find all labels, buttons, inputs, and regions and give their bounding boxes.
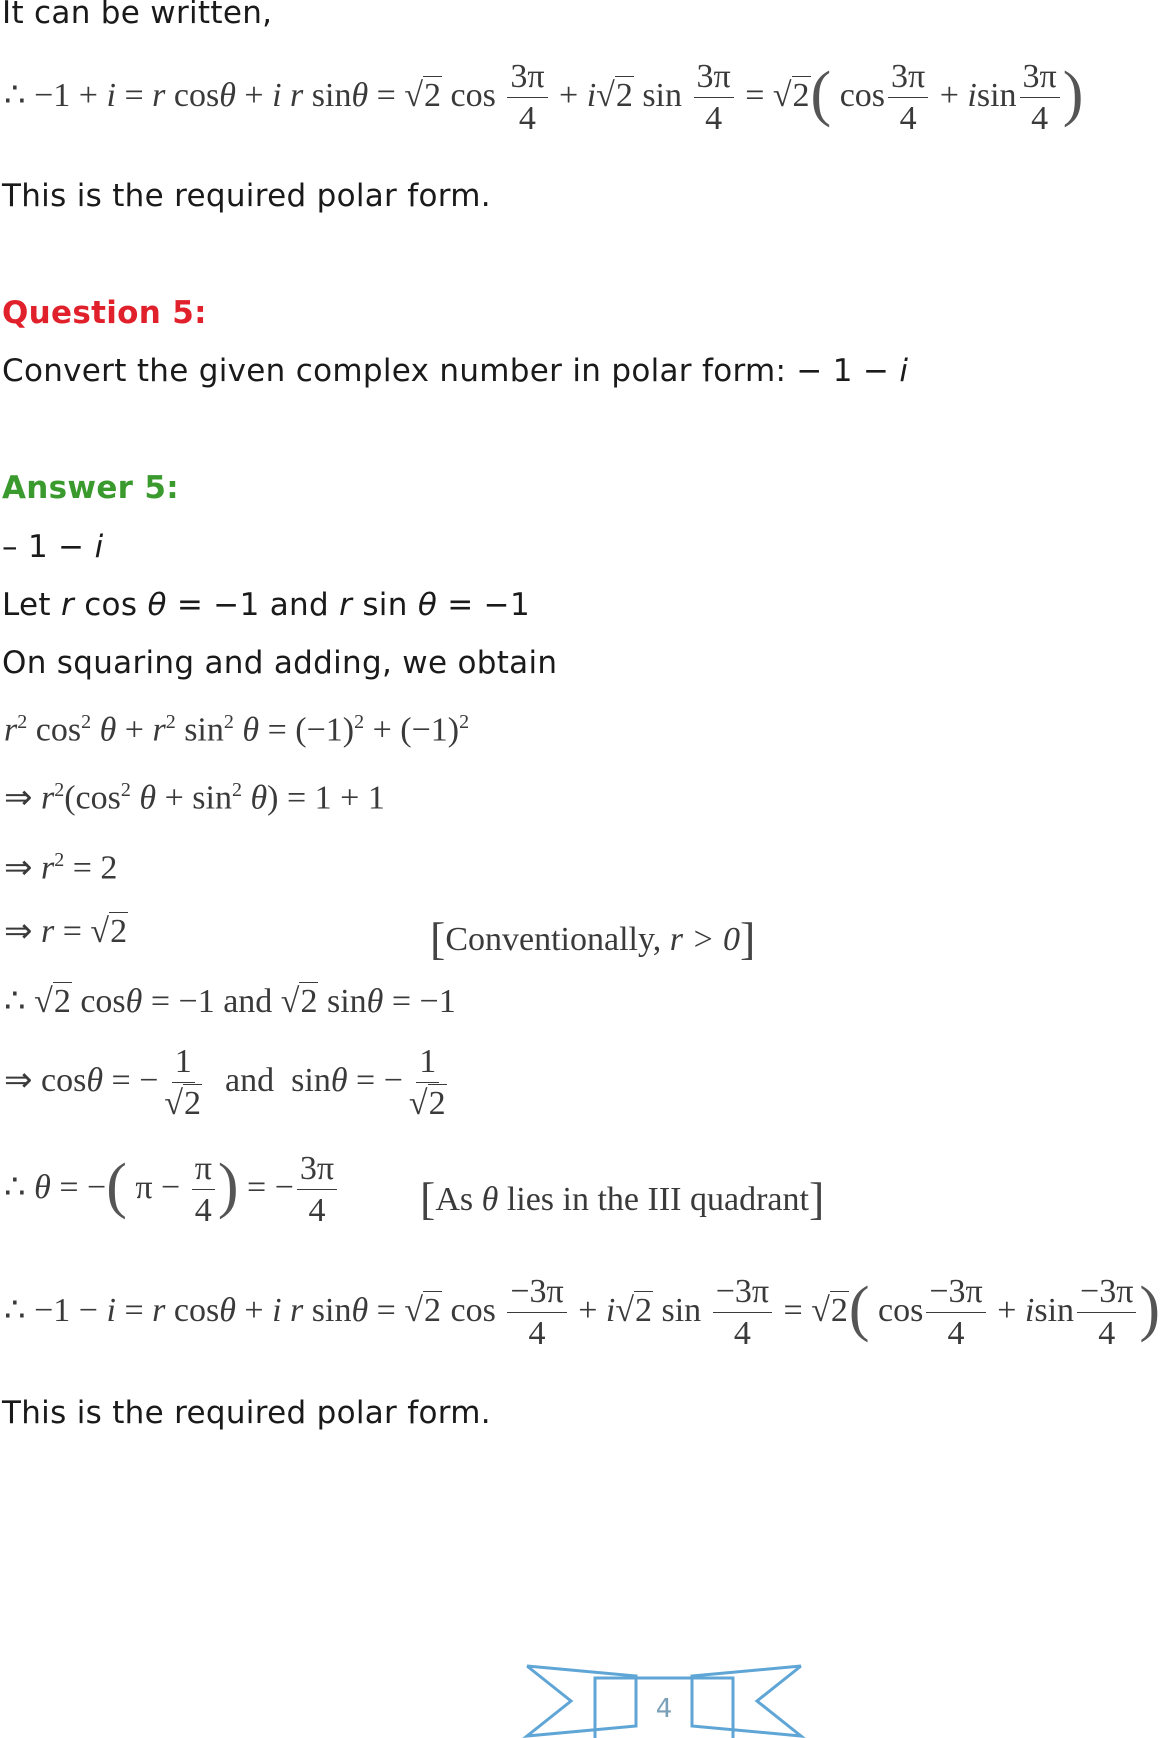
question-heading: Question 5: [2,295,207,331]
equation-cos-sin: ∴ √2 cosθ = −1 and √2 sinθ = −1 [4,983,456,1020]
equation-square-sum: $r^2$ $\cos^2 \theta + r^2$ $\sin^2 \theta = (-1)^2 + (-1)^2$ [4,711,470,749]
note-quadrant: [As θ lies in the III quadrant] [420,1173,825,1224]
equation-theta: ∴ θ = −( π − $\frac{\pi}{4}$ ) = − $\frac{3\pi}{4}$ [4,1152,340,1228]
answer-heading: Answer 5: [2,470,179,506]
page-footer [523,1664,805,1738]
intro-text: It can be written, [2,0,273,31]
closing-text: This is the required polar form. [2,1395,491,1431]
closing-text-prev: This is the required polar form. [2,178,491,214]
answer-expression: – 1 − i [2,529,104,565]
page-number: 4 [655,1694,673,1724]
equation-r-squared: ⇒ $r^2 = 2$ [4,849,118,887]
equation-polar-prev: ∴ −1 + i = r cosθ + i r sinθ = √2 cos $\frac{3\pi}{4}$ + i√2 sin $\frac{3\pi}{4}$ = √2( cos $\frac{3\pi}{4}$ + isin $\frac{3\pi}{4}$ ) [4,58,1084,137]
equation-r: ⇒ r = √2 [4,913,128,950]
equation-cos-sin-values: ⇒ cosθ = − $\frac{1}{√2}$ and sinθ = − $\frac{1}{√2}$ [4,1043,446,1122]
question-text: Convert the given complex number in polar form: − 1 − i [2,353,909,389]
let-statement: Let r cos θ = −1 and r sin θ = −1 [2,587,530,623]
squaring-text: On squaring and adding, we obtain [2,645,558,681]
note-conventionally: [Conventionally, r > 0] [430,913,756,964]
equation-factor: ⇒ $r^2(\cos^2$ $\theta + \sin^2 \theta) = 1 + 1$ [4,779,385,817]
equation-polar-final: ∴ −1 − i = r cosθ + i r sinθ = √2 cos $\frac{-3\pi}{4}$ + i√2 sin $\frac{-3\pi}{4}$ = √2( cos $\frac{-3\pi}{4}$ + isin $\frac{-3\pi}{4}$ ) [4,1273,1160,1352]
